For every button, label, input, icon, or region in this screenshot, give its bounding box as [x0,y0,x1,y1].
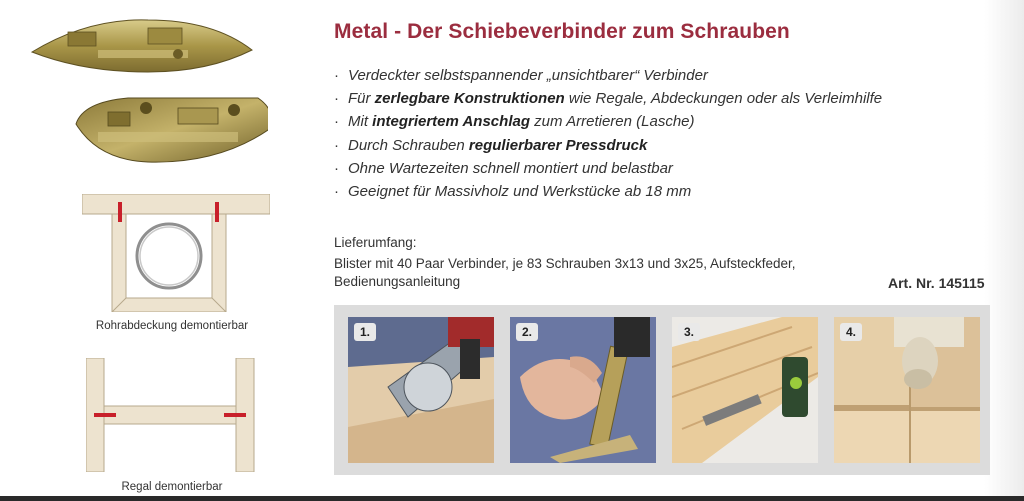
connector-product-photo [28,12,268,170]
bullet: · [334,159,339,177]
feature-text: wie Regale, Abdeckungen oder als Verleimhilfe [564,90,883,108]
shelf-diagram [86,358,256,472]
step-number: 1. [354,323,376,341]
page-title: Metal - Der Schiebeverbinder zum Schrauben [334,20,790,43]
bullet: · [334,136,339,154]
step-photo-4 [834,317,980,463]
feature-item [334,64,882,87]
step-photo-2 [510,317,656,463]
page-edge-shade [984,0,1024,501]
feature-emphasis: regulierbarer Pressdruck [468,136,648,154]
feature-item [334,87,882,110]
feature-item [334,110,882,133]
scope-line: Blister mit 40 Paar Verbinder, je 83 Schrauben 3x13 und 3x25, Aufsteckfeder, [334,256,796,271]
bullet: · [334,113,339,131]
scope-line: Bedienungsanleitung [334,274,461,289]
step-photo-1 [348,317,494,463]
feature-text: Für [348,90,375,108]
step-number: 2. [516,323,538,341]
assembly-steps-panel [334,305,990,475]
feature-text: Durch Schrauben [348,136,469,154]
pipe-cover-caption: Rohrabdeckung demontierbar [95,320,249,332]
feature-emphasis: integriertem Anschlag [372,113,530,131]
shelf-caption: Regal demontierbar [121,481,223,493]
step-number: 4. [840,323,862,341]
article-number: Art. Nr. 145115 [888,275,985,291]
step-number: 3. [678,323,700,341]
feature-item [334,157,882,180]
feature-text: Verdeckter selbstspannender „unsichtbarer“ Verbinder [348,67,708,84]
bullet: · [334,90,339,108]
feature-list [334,64,882,203]
scope-text [334,255,854,291]
feature-item [334,180,882,203]
feature-item [334,134,882,157]
feature-text: zum Arretieren (Lasche) [530,113,695,131]
feature-text: Mit [348,113,373,131]
bullet: · [334,67,339,84]
feature-emphasis: zerlegbare Konstruktionen [374,90,565,108]
bottom-rule [0,496,1024,501]
scope-label: Lieferumfang: [334,235,417,250]
feature-text: Geeignet für Massivholz und Werkstücke ab 18 mm [348,183,692,201]
bullet: · [334,183,339,201]
pipe-cover-diagram [82,194,270,312]
step-photo-3 [672,317,818,463]
feature-text: Ohne Wartezeiten schnell montiert und belastbar [348,159,673,177]
